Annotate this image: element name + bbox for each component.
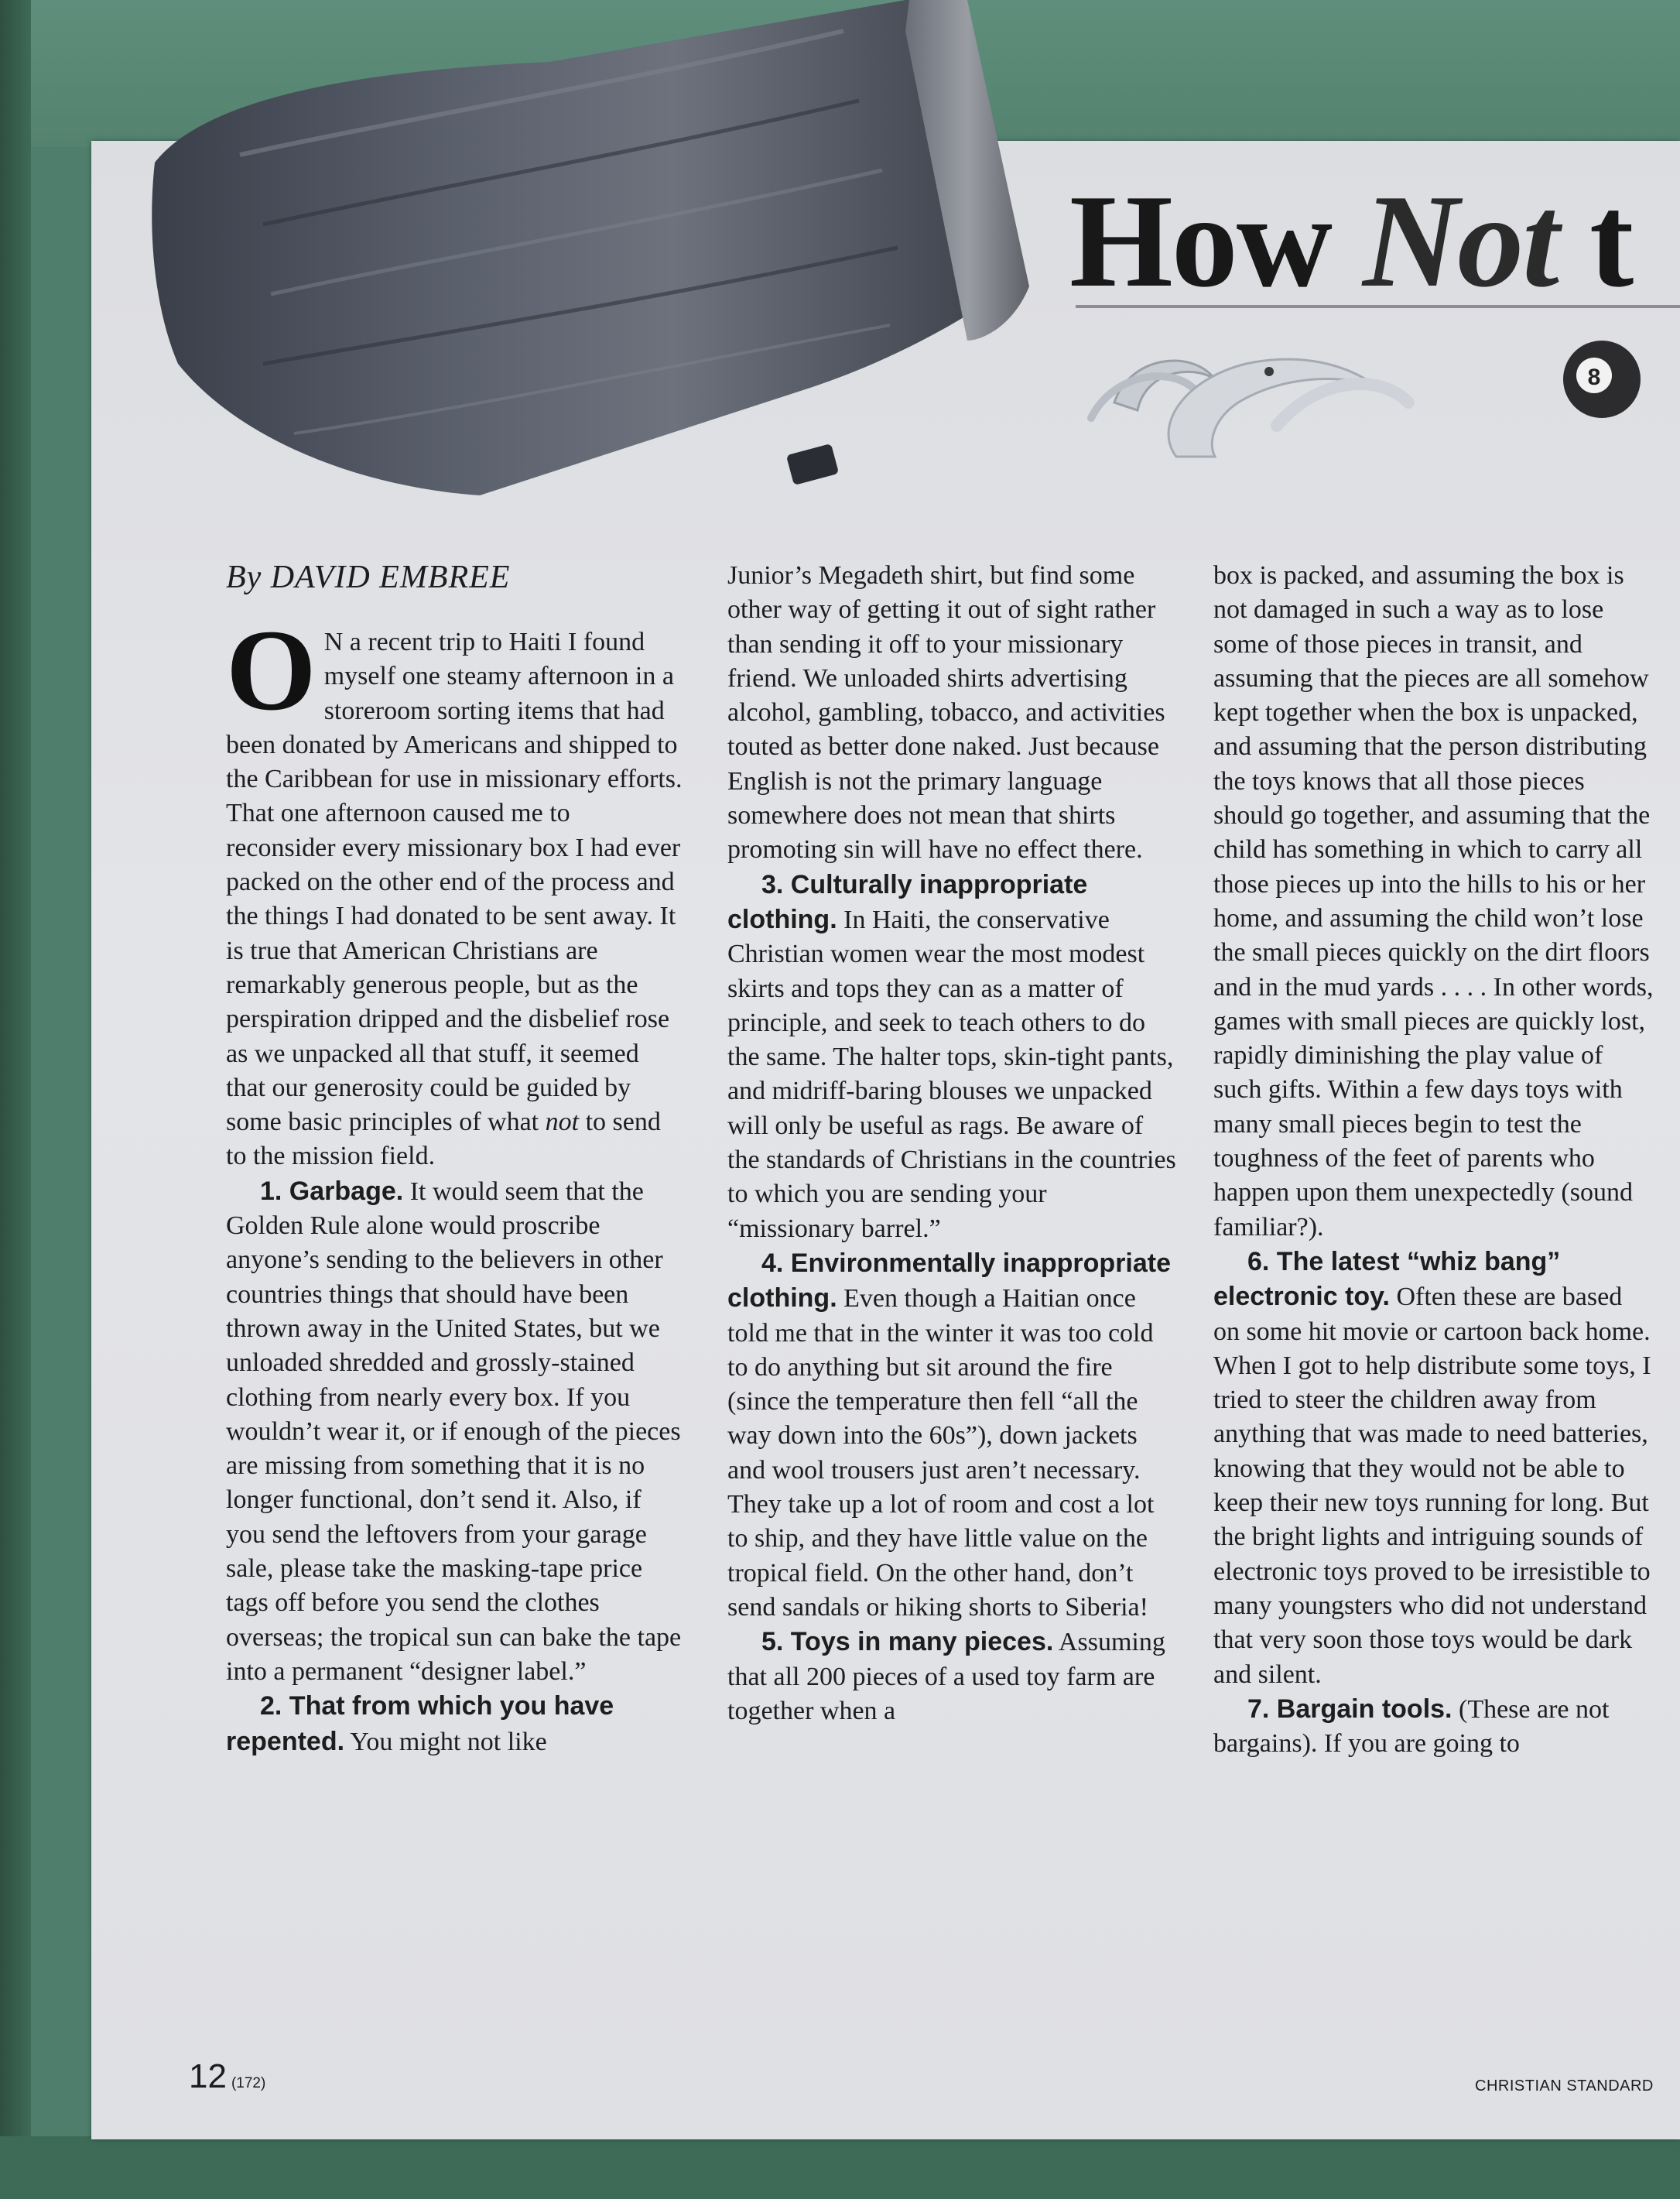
article-title — [1069, 180, 1680, 303]
paragraph-bargain-tools: (These are not bargains). If you are going to — [1213, 1694, 1610, 1759]
page-number-value: 12 — [189, 2057, 227, 2095]
background-bottom — [0, 2136, 1680, 2199]
intro-text: N a recent trip to Haiti I found myself one steamy afternoon in a storeroom sorting items that had been donated by Americans and shipped to the Caribbean for use in missionary efforts. That one afternoon caused me to reconsider every missionary box I had ever packed on the other end of the process and the things I had donated to be sent away. It is true that American Christians are remarkably generous people, but as the perspiration dripped and the disbelief rose as we unpacked all that stuff, it seemed that our generosity could be guided by some basic principles of what — [226, 628, 683, 1137]
column-1 — [226, 606, 683, 1759]
paragraph-repented: You might not like — [344, 1727, 547, 1756]
drop-cap: O — [226, 606, 316, 735]
trash-can-illustration — [147, 0, 1099, 503]
column-3 — [1213, 559, 1654, 1761]
paragraph-toys-continued: box is packed, and assuming the box is not damaged in such a way as to lose some of those pieces in transit, and assuming that the pieces are all somehow kept together when the box is unpacked, and assuming that the person distributing the toys knows that all those pieces should go together, and assuming that the child has something in which to carry all those pieces up into the hills to his or her home, and assuming the child won’t lose the small pieces quickly on the dirt floors and in the mud yards . . . . In other words, games with small pieces are quickly lost, rapidly diminishing the play value of such gifts. Within a few days toys with many small pieces begin to test the toughness of the feet of parents who happen upon them unexpectedly (sound familiar?). — [1213, 561, 1654, 1242]
paragraph-garbage: It would seem that the Golden Rule alone would proscribe anyone’s sending to the believers in other countries things that should have been thrown away in the United States, but we unloaded shredded and grossly-stained clothing from nearly every box. If you wouldn’t wear it, or if enough of the pieces are missing from something that it is no longer functional, don’t send it. Also, if you send the leftovers from your garage sale, please take the masking-tape price tags off before you send the clothes overseas; the tropical sun can bake the tape into a permanent “designer label.” — [226, 1177, 682, 1686]
paragraph-culturally-inappropriate: In Haiti, the conservative Christian women wear the most modest skirts and tops they can as a matter of principle, and seek to teach others to do the same. The halter tops, skin-tight pants, and midriff-baring blouses we unpacked will only be useful as rags. Be aware of the standards of Christians in the countries to which you are sending your “missionary barrel.” — [727, 905, 1176, 1243]
byline: By DAVID EMBREE — [226, 560, 511, 595]
title-part-to: t — [1558, 180, 1633, 303]
column-2 — [727, 559, 1176, 1728]
paragraph-repented-continued: Junior’s Megadeth shirt, but find some other way of getting it out of sight rather than sending it off to your missionary friend. We unloaded shirts advertising alcohol, gambling, tobacco, and activities touted as better done naked. Just because English is not the primary language somewhere does not mean that shirts promoting sin will have no effect there. — [727, 561, 1165, 865]
paragraph-environmentally-inappropriate: Even though a Haitian once told me that in the winter it was too cold to do anything but sit around the fire (since the temperature then fell “all the way down into the 60s”), down jackets and wool trousers just aren’t necessary. They take up a lot of room and cost a lot to ship, and they have little value on the tropical field. On the other hand, don’t send sandals or hiking shorts to Siberia! — [727, 1284, 1155, 1622]
title-part-how: How — [1069, 180, 1363, 303]
heading-repented: 2. That from which you have repented. — [226, 1691, 614, 1756]
toy-decoration — [1083, 310, 1680, 495]
heading-bargain-tools: 7. Bargain tools. — [1247, 1694, 1452, 1724]
magazine-name: CHRISTIAN STANDARD — [1475, 2077, 1654, 2095]
heading-culturally-inappropriate: 3. Culturally inappropriate clothing. — [727, 869, 1088, 934]
heading-electronic-toy: 6. The latest “whiz bang” electronic toy. — [1213, 1246, 1561, 1312]
background-left-edge — [0, 0, 31, 2199]
issue-page-number: (172) — [231, 2075, 266, 2091]
ball-number: 8 — [1587, 365, 1601, 390]
paragraph-electronic-toy: Often these are based on some hit movie or cartoon back home. When I got to help distribute some toys, I tried to steer the children away from anything that was made to need batteries, knowing that they would not be able to keep their new toys running for long. But the bright lights and intriguing sounds of electronic toys proved to be irresistible to many youngsters who did not understand that very soon those toys would be dark and silent. — [1213, 1283, 1651, 1689]
heading-garbage: 1. Garbage. — [260, 1176, 404, 1206]
intro-emphasis: not — [545, 1108, 580, 1137]
heading-toys-many-pieces: 5. Toys in many pieces. — [761, 1627, 1054, 1657]
eight-ball-icon — [1563, 341, 1641, 418]
paragraph-toys-many-pieces: Assuming that all 200 pieces of a used toy farm are together when a — [727, 1628, 1165, 1725]
heading-environmentally-inappropriate: 4. Environmentally inappropriate clothing. — [727, 1248, 1172, 1314]
title-rule — [1076, 305, 1680, 308]
intro-text-end: to send to the mission field. — [226, 1108, 661, 1171]
page-number — [189, 2057, 265, 2096]
title-part-not: Not — [1363, 180, 1558, 303]
